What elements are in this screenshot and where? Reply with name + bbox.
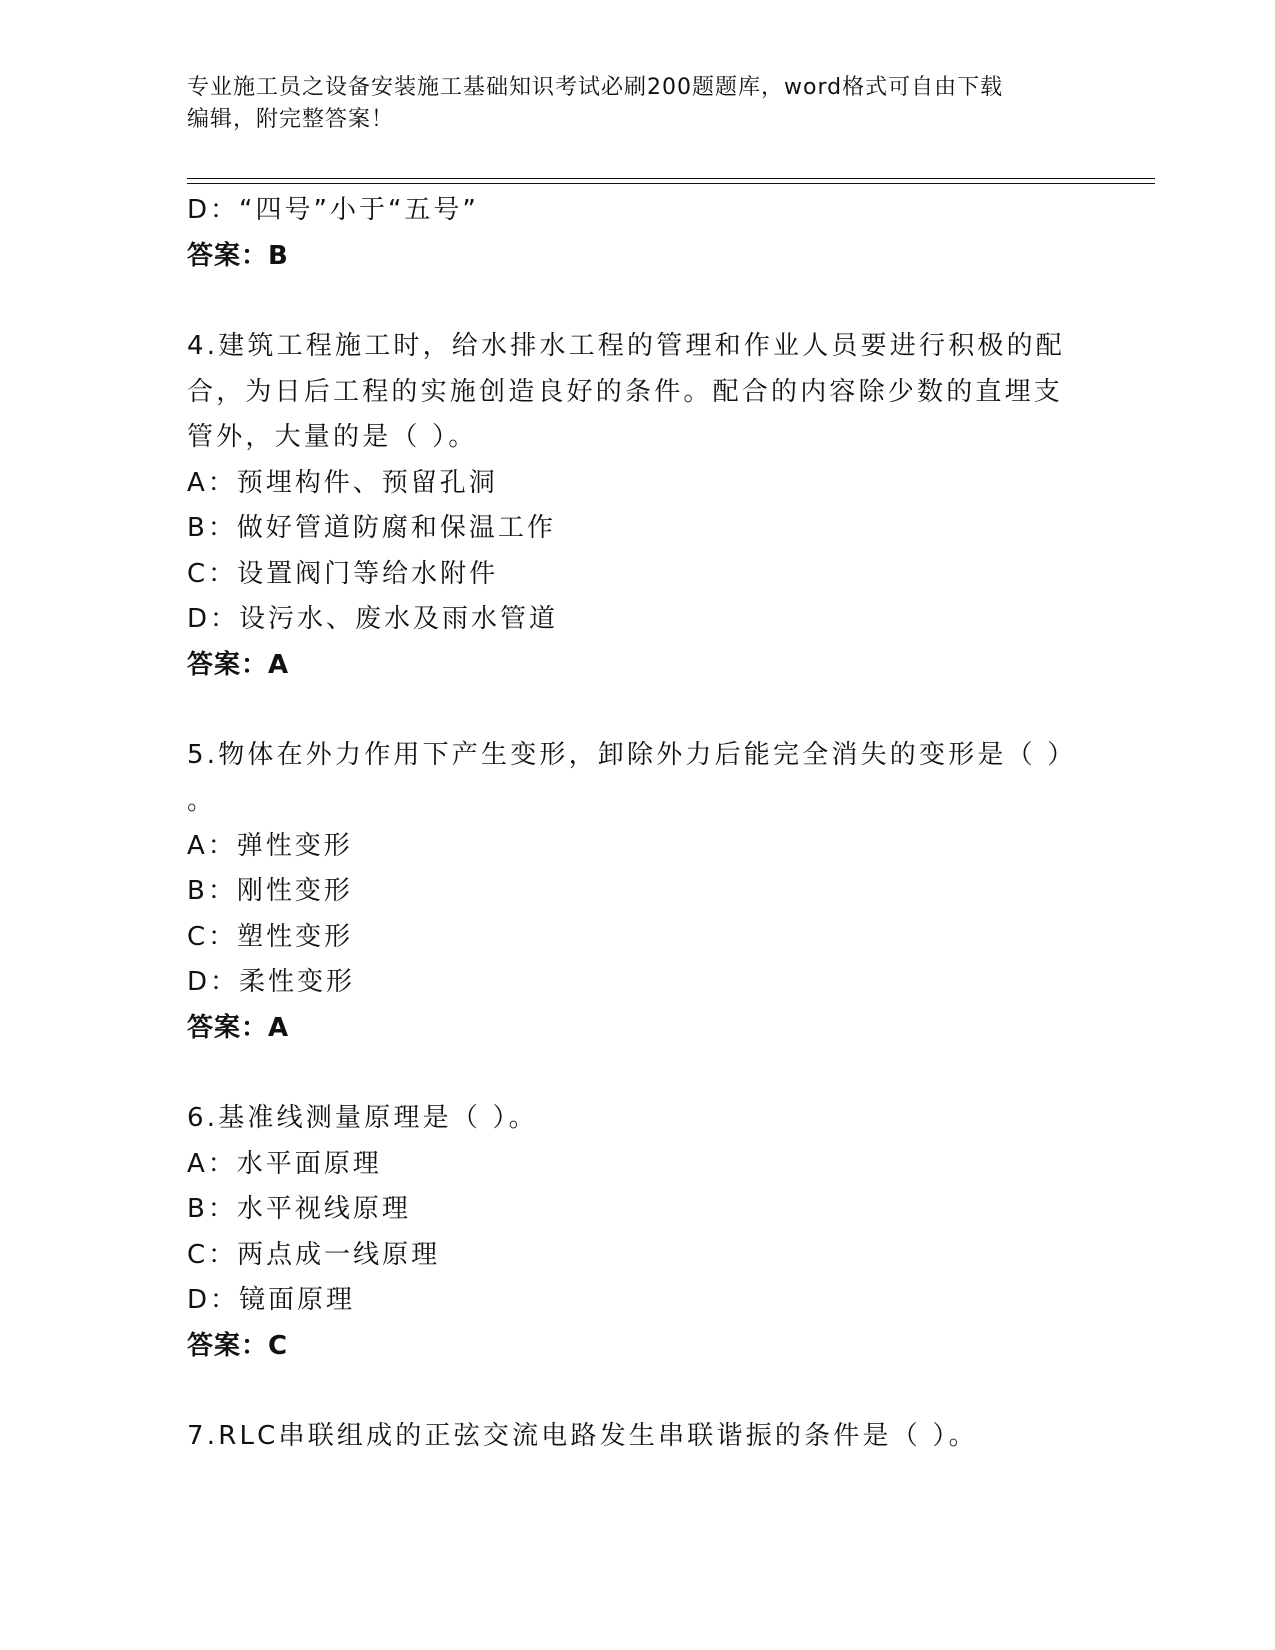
header-line-1: 专业施工员之设备安装施工基础知识考试必刷200题题库，word格式可自由下载 xyxy=(187,75,1004,100)
option-a: A：水平面原理 xyxy=(187,1148,382,1179)
option-d: D：柔性变形 xyxy=(187,967,356,997)
question-3-tail xyxy=(187,188,1087,279)
option-c: C：两点成一线原理 xyxy=(187,1239,441,1270)
question-stem: 5.物体在外力作用下产生变形，卸除外力后能完全消失的变形是（ ） xyxy=(187,740,1077,770)
header-line-2: 编辑，附完整答案！ xyxy=(187,107,395,132)
option-b: B：水平视线原理 xyxy=(187,1194,411,1224)
answer: 答案：A xyxy=(187,1012,290,1043)
question-stem: 管外，大量的是（ ）。 xyxy=(187,422,478,452)
question-stem: 。 xyxy=(187,785,217,816)
option-a: A：弹性变形 xyxy=(187,830,353,861)
option-d: D：设污水、废水及雨水管道 xyxy=(187,604,559,634)
question-7 xyxy=(187,1414,1087,1460)
question-6 xyxy=(187,1096,1087,1369)
page-header xyxy=(187,72,1067,136)
option-b: B：做好管道防腐和保温工作 xyxy=(187,513,556,543)
option-d: D：镜面原理 xyxy=(187,1285,356,1315)
question-4 xyxy=(187,324,1087,688)
answer: 答案：B xyxy=(187,240,289,271)
answer: 答案：C xyxy=(187,1330,289,1361)
option-b: B：刚性变形 xyxy=(187,876,353,906)
header-rule-bottom xyxy=(187,183,1155,184)
question-5 xyxy=(187,733,1087,1051)
question-list xyxy=(187,188,1087,1460)
option-d: D：“四号”小于“五号” xyxy=(187,195,479,225)
option-c: C：塑性变形 xyxy=(187,921,354,952)
option-c: C：设置阀门等给水附件 xyxy=(187,558,499,589)
question-stem: 6.基准线测量原理是（ ）。 xyxy=(187,1103,538,1133)
answer: 答案：A xyxy=(187,649,290,680)
question-stem: 7.RLC串联组成的正弦交流电路发生串联谐振的条件是（ ）。 xyxy=(187,1421,978,1451)
question-stem: 4.建筑工程施工时，给水排水工程的管理和作业人员要进行积极的配 xyxy=(187,331,1066,361)
option-a: A：预埋构件、预留孔洞 xyxy=(187,467,498,498)
header-rule-top xyxy=(187,178,1155,179)
question-stem: 合，为日后工程的实施创造良好的条件。配合的内容除少数的直埋支 xyxy=(187,376,1064,407)
